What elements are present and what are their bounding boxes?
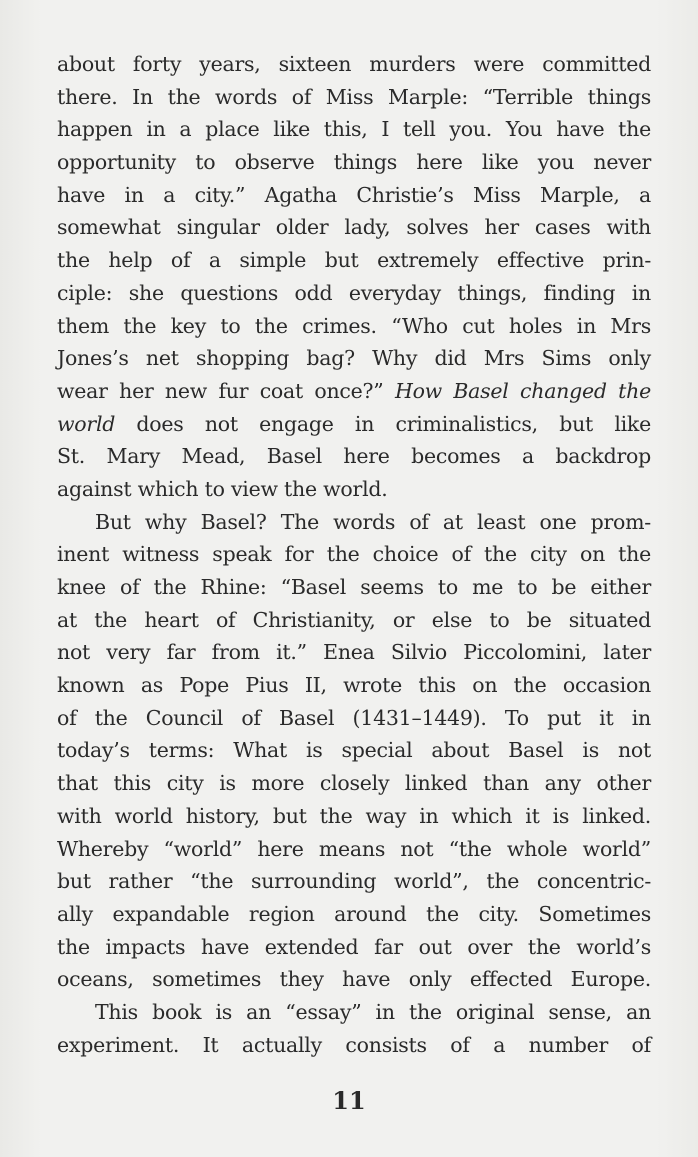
text-line: have in a city.” Agatha Christie’s Miss Marple, a [57,182,651,207]
text-line: against which to view the world. [57,476,388,501]
text-line: knee of the Rhine: “Basel seems to me to be either [57,575,651,599]
text-line: ciple: she questions odd everyday things, finding in [57,280,651,305]
text-line: of the Council of Basel (1431–1449). To put it in [57,705,651,730]
text-line: there. In the words of Miss Marple: “Terrible things [57,84,651,109]
paragraph-start-line: But why Basel? The words of at least one prom- [95,509,651,534]
book-title-italic: How Basel changed the [394,378,651,403]
body-text [57,48,651,1061]
text-line: Whereby “world” here means not “the whole world” [57,836,651,861]
text-line-roman: does not engage in criminalistics, but like [115,411,651,436]
text-line: the impacts have extended far out over the world’s [57,934,651,959]
text-line: St. Mary Mead, Basel here becomes a backdrop [57,444,651,469]
page-number: 11 [332,1086,366,1115]
text-line: opportunity to observe things here like you never [57,150,651,175]
text-line: ally expandable region around the city. Sometimes [57,901,651,926]
text-line: at the heart of Christianity, or else to be situated [57,607,651,632]
text-line: not very far from it.” Enea Silvio Piccolomini, later [57,640,651,665]
text-line: that this city is more closely linked than any other [57,771,651,796]
paragraph-start-line: This book is an “essay” in the original sense, an [95,999,651,1024]
text-line: them the key to the crimes. “Who cut holes in Mrs [57,313,651,338]
text-line [57,408,651,441]
text-line: known as Pope Pius II, wrote this on the occasion [57,673,651,698]
book-title-italic: world [57,411,116,436]
text-line: the help of a simple but extremely effective prin- [57,248,651,273]
text-line: with world history, but the way in which it is linked. [57,803,651,828]
text-line: Jones’s net shopping bag? Why did Mrs Sims only [57,346,651,371]
text-line: about forty years, sixteen murders were committed [57,52,651,76]
text-line-roman: wear her new fur coat once?” [57,378,395,403]
text-line: somewhat singular older lady, solves her cases with [57,215,651,240]
text-line: inent witness speak for the choice of the city on the [57,542,651,567]
text-line: happen in a place like this, I tell you. You have the [57,117,651,142]
text-line: experiment. It actually consists of a number of [57,1032,651,1057]
text-line: but rather “the surrounding world”, the concentric- [57,869,651,894]
text-line [57,375,651,408]
text-line: oceans, sometimes they have only effected Europe. [57,967,651,992]
text-line: today’s terms: What is special about Basel is not [57,738,651,763]
